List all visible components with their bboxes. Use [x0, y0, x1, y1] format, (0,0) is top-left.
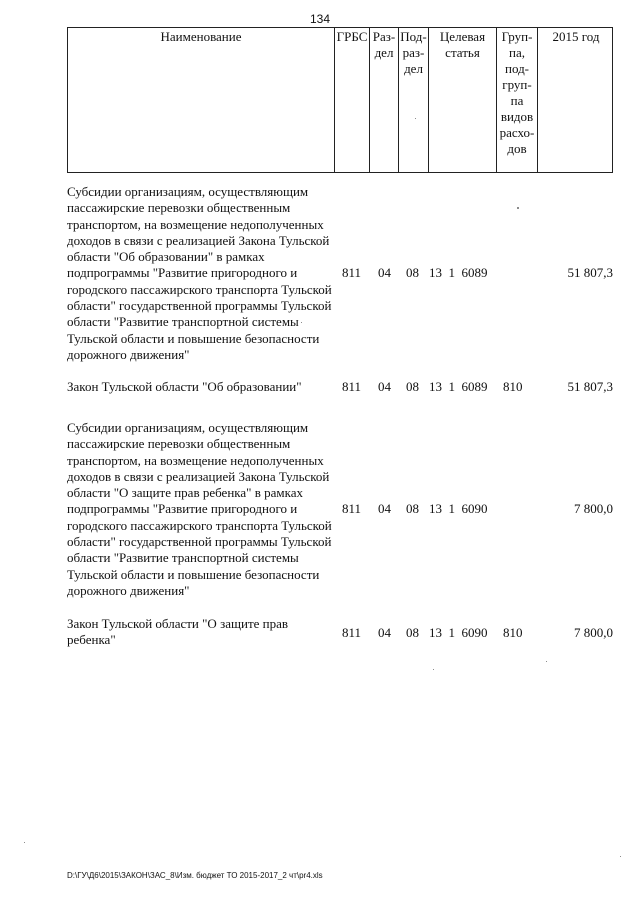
row-gruppa: 810 [503, 379, 523, 394]
row-grbs: 811 [342, 501, 362, 516]
table-header [67, 27, 613, 173]
row-podrazdel: 08 [406, 265, 419, 280]
row-grbs: 811 [342, 265, 362, 280]
row-celevaya: 13 1 6090 [429, 625, 488, 640]
row-razdel: 04 [378, 501, 391, 516]
row-podrazdel: 08 [406, 379, 419, 394]
header-celevaya: Целевая статья [429, 28, 497, 172]
row-sum: 7 800,0 [574, 625, 613, 640]
header-year: 2015 год [552, 29, 600, 44]
row-name: Закон Тульской области "О защите прав ребенка" [67, 616, 289, 648]
scan-speck [415, 118, 416, 119]
row-name: Субсидии организациям, осуществляющим пассажирские перевозки общественным транспортом, на возмещение недополученных доходов в связи с реализацией Закона Тульской области "О защите прав ребенка" в рамках подпрограммы "Развитие пригородного и городского пассажирского транспорта Тульской области" государственной программы Тульской области "Развитие транспортной системы Тульской области и повышение безопасности дорожного движения" [67, 420, 332, 598]
row-gruppa: 810 [503, 625, 523, 640]
row-celevaya: 13 1 6089 [429, 379, 488, 394]
page-number: 134 [309, 12, 331, 26]
table-row [67, 420, 613, 600]
row-name: Субсидии организациям, осуществляющим пассажирские перевозки общественным транспортом, на возмещение недополученных доходов в связи с реализацией Закона Тульской области "Об образовании" в рамках подпрограммы "Развитие пригородного и городского пассажирского транспорта Тульской области" государственной программы Тульской области "Развитие транспортной системы Тульской области и повышение безопасности дорожного движения" [67, 184, 332, 362]
row-razdel: 04 [378, 379, 391, 394]
row-podrazdel: 08 [406, 625, 419, 640]
scan-speck [517, 207, 519, 209]
scan-speck [433, 669, 434, 670]
header-podrazdel: Под- раз- дел [399, 28, 429, 172]
row-razdel: 04 [378, 265, 391, 280]
table-row [67, 184, 613, 364]
row-grbs: 811 [342, 379, 362, 394]
table-row [67, 379, 613, 399]
row-sum: 51 807,3 [567, 379, 613, 394]
row-celevaya: 13 1 6090 [429, 501, 488, 516]
row-grbs: 811 [342, 625, 362, 640]
header-razdel: Раз- дел [370, 28, 399, 172]
header-name: Наименование [68, 28, 335, 172]
row-razdel: 04 [378, 625, 391, 640]
row-sum: 51 807,3 [567, 265, 613, 280]
footer-file-path: D:\ГУ\Д6\2015\ЗАКОН\ЗАС_8\Изм. бюджет ТО 2015-2017_2 чт\pr4.xls [67, 871, 323, 880]
header-gruppa: Груп- па, под- груп- па видов расхо- дов [497, 28, 538, 172]
table-row [67, 616, 613, 652]
row-name: Закон Тульской области "Об образовании" [67, 379, 302, 394]
row-sum: 7 800,0 [574, 501, 613, 516]
scan-speck [301, 322, 302, 323]
header-grbs: ГРБС [335, 28, 370, 172]
scan-speck [620, 856, 621, 857]
row-celevaya: 13 1 6089 [429, 265, 488, 280]
scan-speck [24, 842, 25, 843]
scan-speck [546, 661, 547, 662]
row-podrazdel: 08 [406, 501, 419, 516]
